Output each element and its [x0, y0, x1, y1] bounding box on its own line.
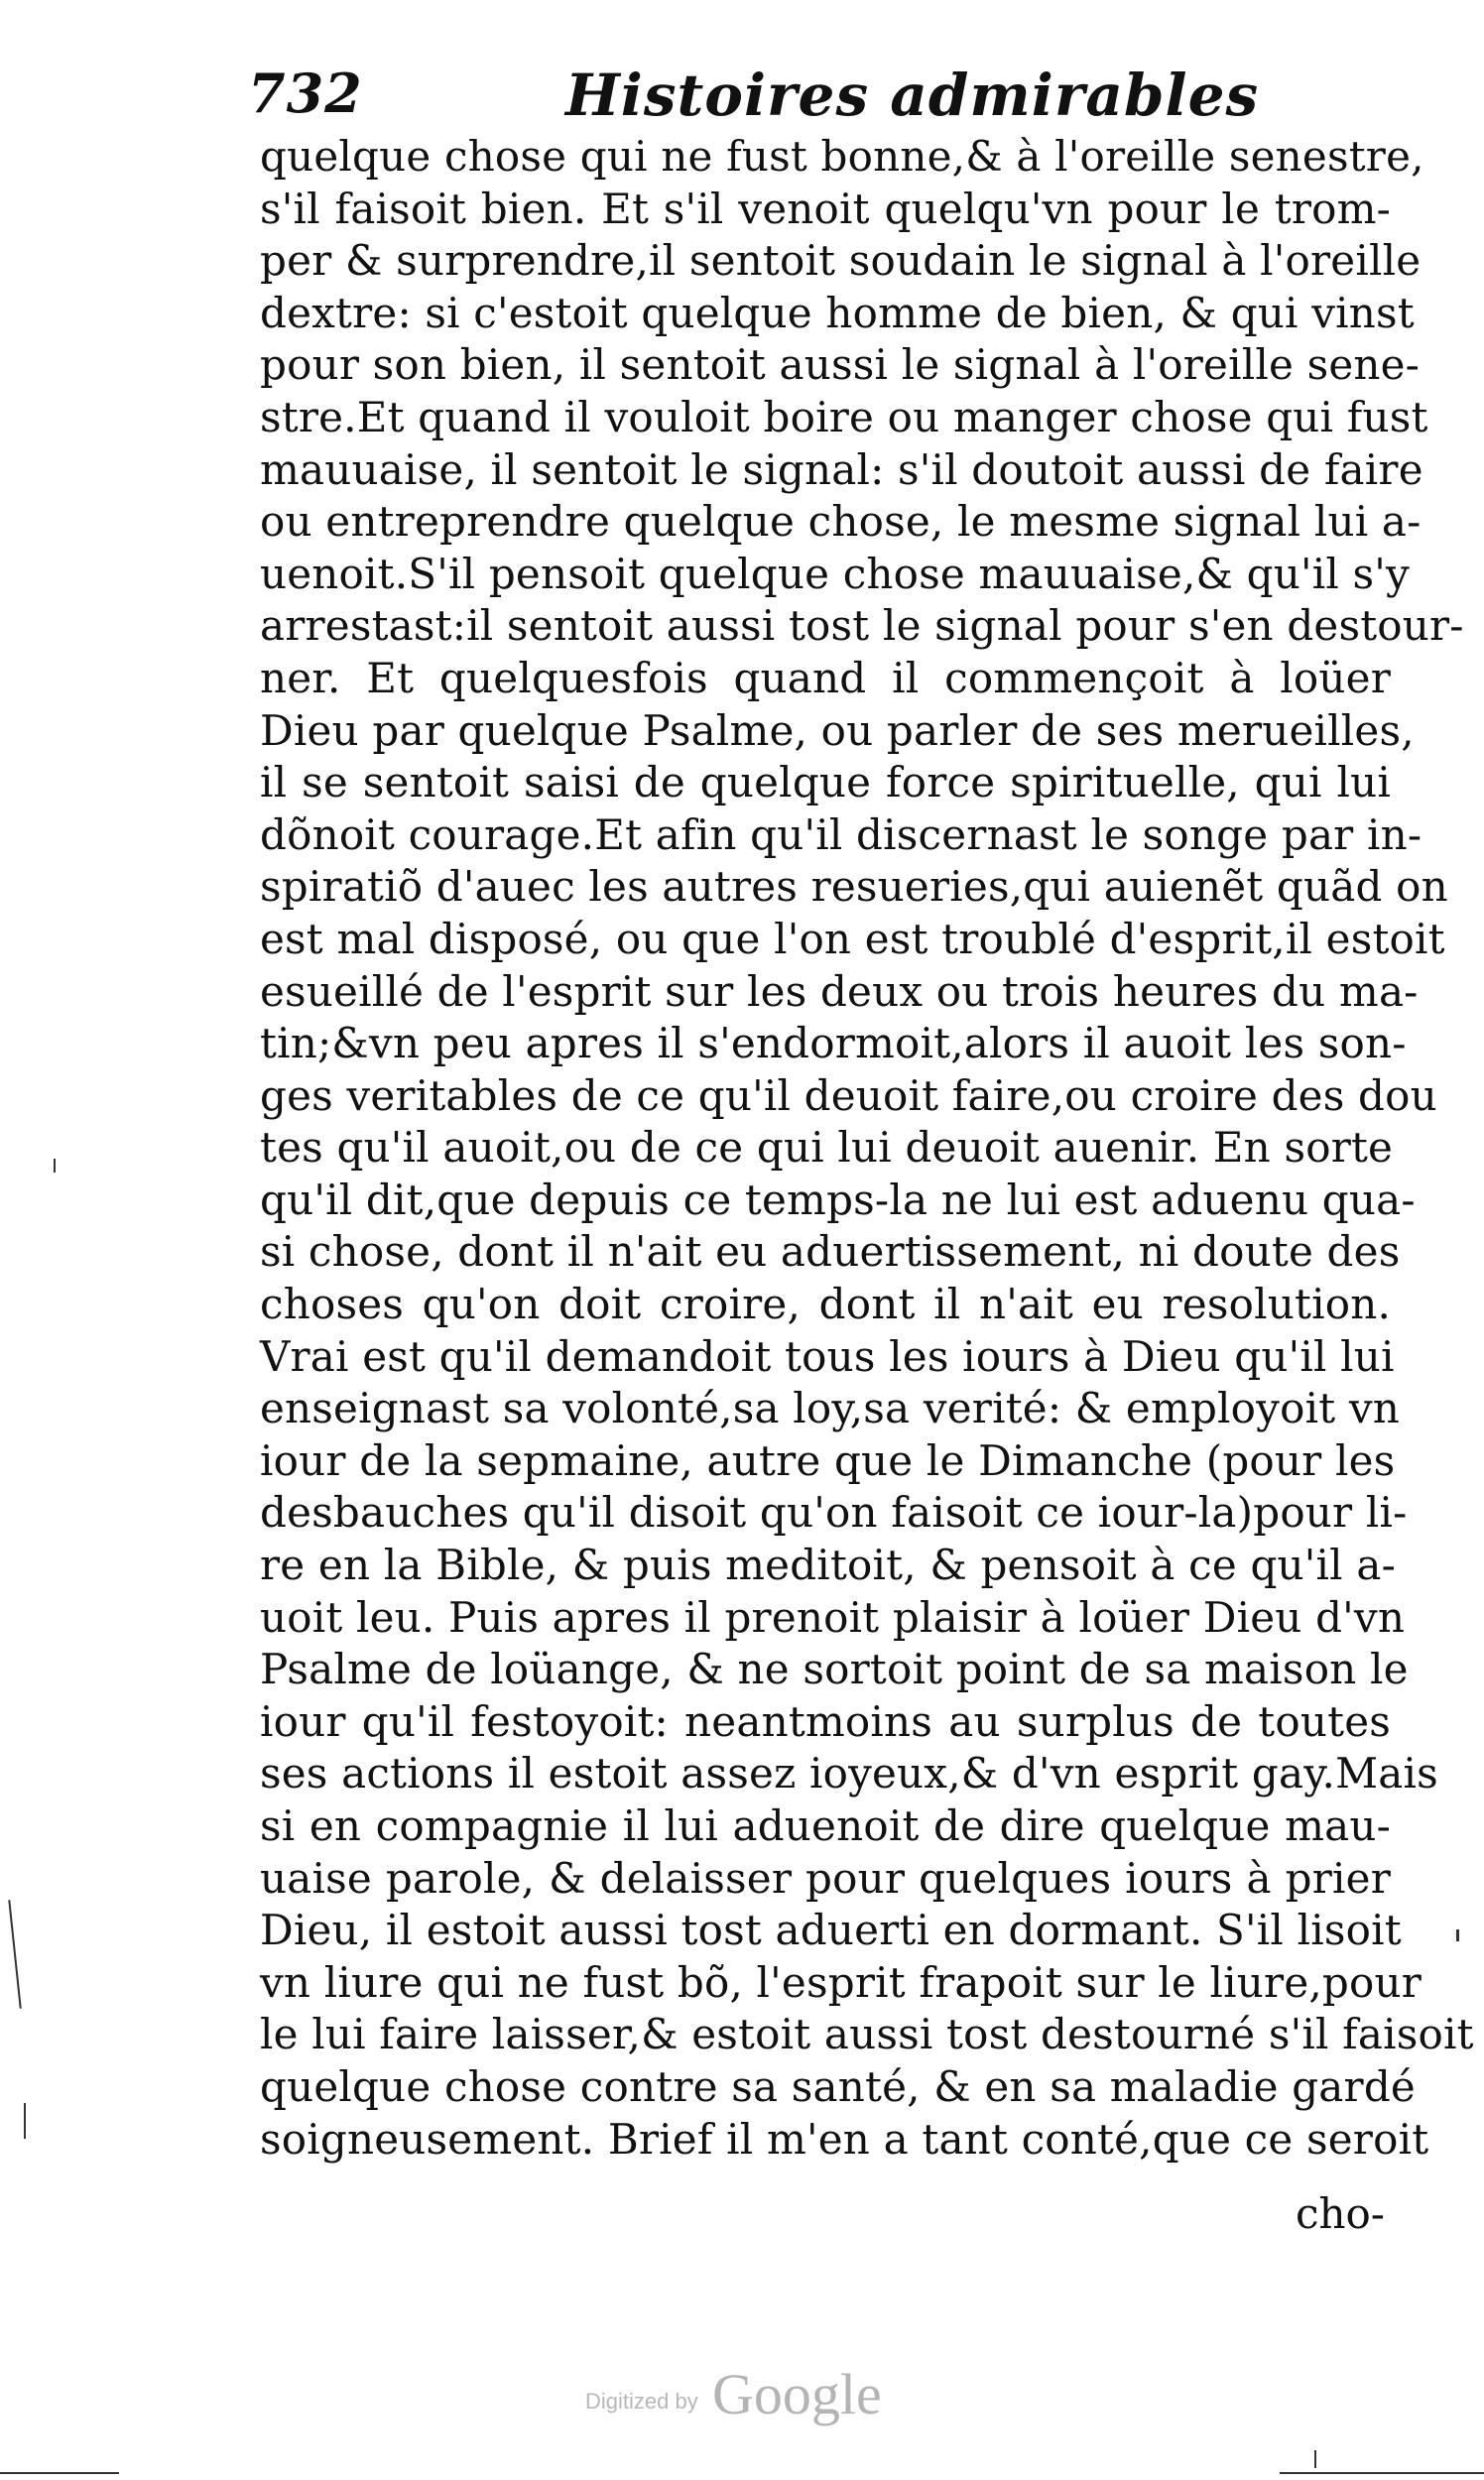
text-line: enseignast sa volonté,sa loy,sa verité: & employoit vn [260, 1384, 1401, 1433]
margin-mark [1280, 2472, 1484, 2474]
text-line: dõnoit courage.Et afin qu'il discernast le songe par in- [260, 809, 1422, 859]
digitized-watermark [585, 2361, 942, 2430]
digitized-by-text: Digitized by [585, 2389, 698, 2414]
google-logo: Google [712, 2362, 882, 2426]
text-line: pour son bien, il sentoit aussi le signal à l'oreille sene- [260, 340, 1421, 390]
running-title: Histoires admirables [565, 62, 1260, 129]
text-line: s'il faisoit bien. Et s'il venoit quelqu'vn pour le trom- [260, 184, 1391, 233]
body-text [260, 131, 1474, 2166]
text-line: Dieu, il estoit aussi tost aduerti en dormant. S'il lisoit [260, 1906, 1402, 1955]
margin-mark [24, 2103, 26, 2139]
text-line: quelque chose qui ne fust bonne,& à l'oreille senestre, [260, 132, 1424, 181]
text-line: vn liure qui ne fust bõ, l'esprit frapoit sur le liure,pour [260, 1957, 1422, 2007]
text-line: choses qu'on doit croire, dont il n'ait eu resolution. [260, 1280, 1391, 1329]
margin-mark [8, 1900, 21, 2009]
margin-mark [1314, 2450, 1316, 2468]
text-line: si chose, dont il n'ait eu aduertissement, ni doute des [260, 1227, 1401, 1277]
text-line: spiratiõ d'auec les autres resueries,qui auienẽt quãd on [260, 862, 1448, 912]
margin-mark [1456, 1929, 1459, 1941]
text-line: Psalme de loüange, & ne sortoit point de sa maison le [260, 1645, 1409, 1694]
text-line: stre.Et quand il vouloit boire ou manger chose qui fust [260, 392, 1428, 441]
text-line: Dieu par quelque Psalme, ou parler de ses merueilles, [260, 705, 1415, 755]
text-line: arrestast:il sentoit aussi tost le signal pour s'en destour- [260, 601, 1464, 651]
text-line: soigneusement. Brief il m'en a tant conté,que ce seroit [260, 2114, 1429, 2164]
margin-mark [0, 2472, 119, 2474]
text-line: tes qu'il auoit,ou de ce qui lui deuoit auenir. En sorte [260, 1123, 1394, 1173]
text-line: est mal disposé, ou que l'on est troublé d'esprit,il estoit [260, 914, 1445, 963]
running-head [248, 62, 1389, 141]
text-line: il se sentoit saisi de quelque force spirituelle, qui lui [260, 758, 1391, 807]
text-line: ges veritables de ce qu'il deuoit faire,ou croire des dou [260, 1070, 1437, 1120]
text-line: uaise parole, & delaisser pour quelques iours à prier [260, 1853, 1391, 1903]
text-line: ner. Et quelquesfois quand il commençoit à loüer [260, 653, 1391, 702]
text-line: ses actions il estoit assez ioyeux,& d'vn esprit gay.Mais [260, 1749, 1438, 1798]
catchword: cho- [1295, 2189, 1385, 2238]
text-line: tin;&vn peu apres il s'endormoit,alors il auoit les son- [260, 1019, 1407, 1068]
page-number: 732 [248, 62, 363, 125]
text-line: per & surprendre,il sentoit soudain le signal à l'oreille [260, 236, 1422, 286]
text-line: qu'il dit,que depuis ce temps-la ne lui est aduenu qua- [260, 1175, 1416, 1224]
margin-mark [54, 1159, 56, 1173]
text-line: iour qu'il festoyoit: neantmoins au surplus de toutes [260, 1696, 1391, 1746]
text-line: dextre: si c'estoit quelque homme de bien, & qui vinst [260, 288, 1415, 337]
text-line: mauuaise, il sentoit le signal: s'il doutoit aussi de faire [260, 444, 1423, 494]
text-line: esueillé de l'esprit sur les deux ou trois heures du ma- [260, 966, 1419, 1016]
text-line: quelque chose contre sa santé, & en sa maladie gardé [260, 2061, 1416, 2111]
text-line: iour de la sepmaine, autre que le Dimanche (pour les [260, 1435, 1396, 1485]
text-line: le lui faire laisser,& estoit aussi tost destourné s'il faisoit [260, 2010, 1474, 2059]
text-line: si en compagnie il lui aduenoit de dire quelque mau- [260, 1801, 1391, 1850]
text-line: ou entreprendre quelque chose, le mesme signal lui a- [260, 497, 1422, 547]
text-line: uoit leu. Puis apres il prenoit plaisir à loüer Dieu d'vn [260, 1592, 1406, 1642]
text-line: desbauches qu'il disoit qu'on faisoit ce iour-la)pour li- [260, 1488, 1408, 1538]
text-line: uenoit.S'il pensoit quelque chose mauuaise,& qu'il s'y [260, 549, 1410, 598]
text-line: Vrai est qu'il demandoit tous les iours à Dieu qu'il lui [260, 1331, 1395, 1381]
text-line: re en la Bible, & puis meditoit, & pensoit à ce qu'il a- [260, 1541, 1396, 1590]
